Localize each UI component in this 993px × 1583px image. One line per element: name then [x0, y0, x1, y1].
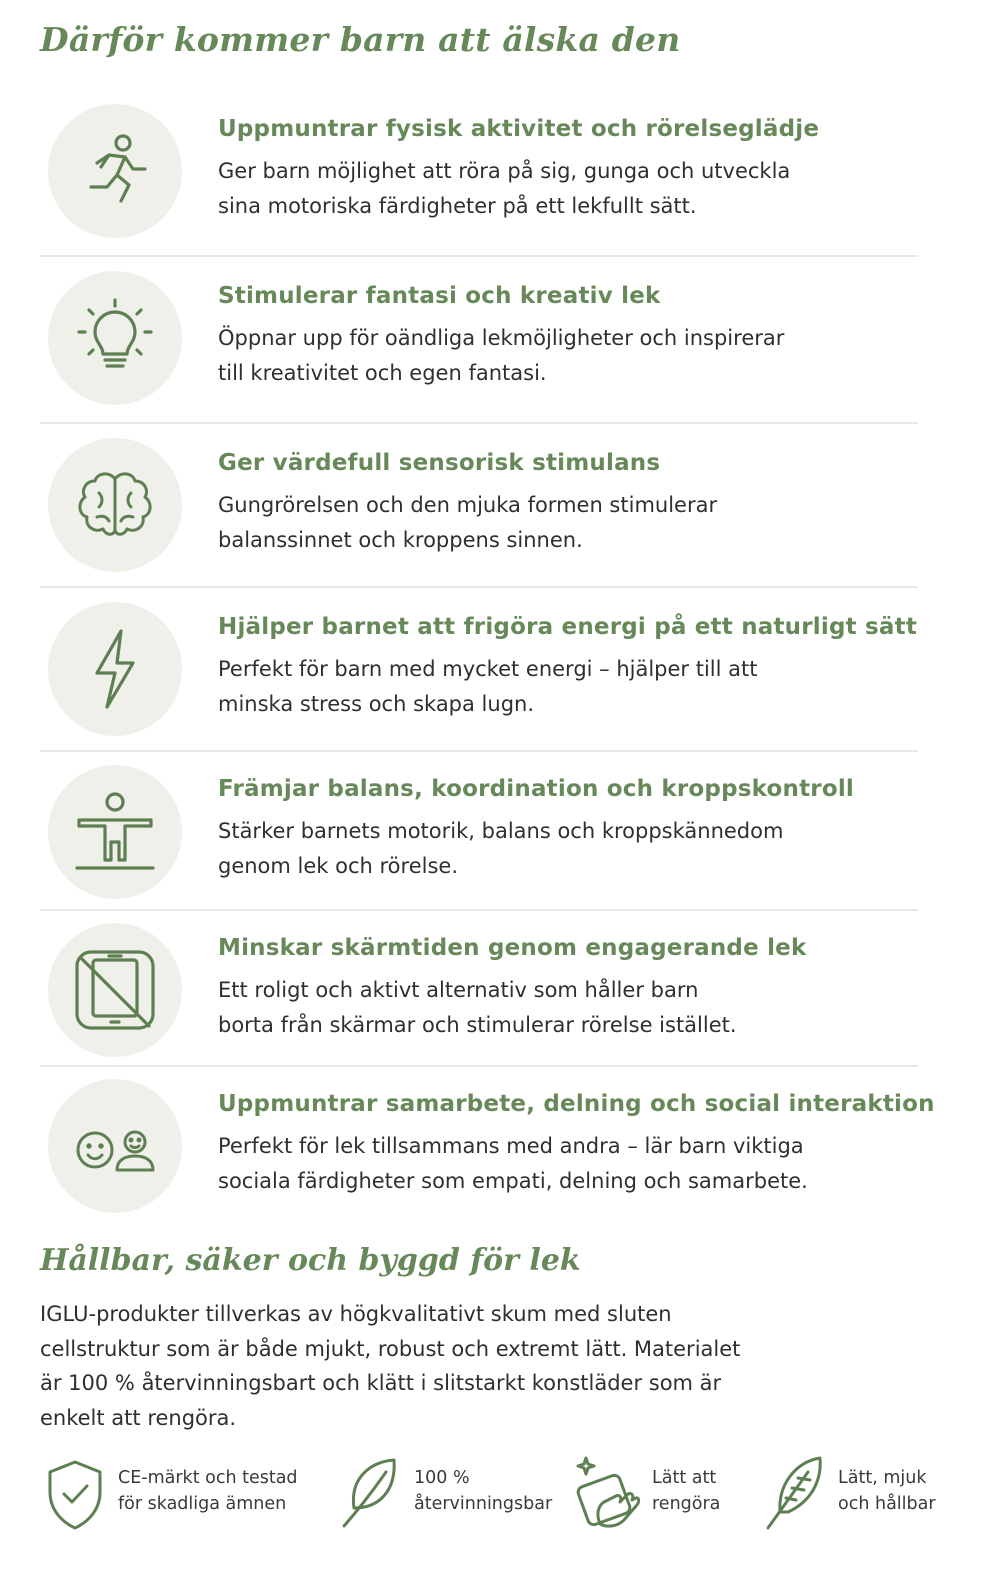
feature-text: [218, 614, 918, 722]
feature-text: [218, 776, 918, 884]
feature-description: Öppnar upp för oändliga lekmöjligheter och inspirerar till kreativitet och egen fantasi.: [218, 326, 785, 385]
feature-title: Ger värdefull sensorisk stimulans: [218, 450, 661, 476]
shield-check-icon: [42, 1450, 108, 1532]
feature-title: Minskar skärmtiden genom engagerande lek: [218, 935, 807, 961]
feather-icon: [762, 1450, 828, 1532]
feature-description: Stärker barnets motorik, balans och kroppskännedom genom lek och rörelse.: [218, 819, 784, 878]
feature-icon-circle: [48, 602, 182, 736]
cleaning-hand-icon: [576, 1450, 642, 1532]
badge-ce-tested: [42, 1450, 298, 1532]
feature-title: Uppmuntrar samarbete, delning och social interaktion: [218, 1091, 935, 1117]
feature-text: [218, 283, 918, 391]
badge-row: [0, 1450, 993, 1560]
feature-icon-circle: [48, 1079, 182, 1213]
badge-label: Lätt att rengöra: [652, 1468, 721, 1514]
feature-title: Hjälper barnet att frigöra energi på ett naturligt sätt: [218, 614, 918, 640]
feature-icon-circle: [48, 271, 182, 405]
brain-icon: [69, 459, 161, 551]
badge-light-soft: [762, 1450, 936, 1532]
feature-item: [40, 588, 918, 752]
badge-easy-clean: [576, 1450, 720, 1532]
feature-item: [40, 257, 918, 424]
badge-label: Lätt, mjuk och hållbar: [838, 1468, 936, 1514]
no-screen-icon: [69, 944, 161, 1036]
feature-item: [40, 424, 918, 588]
feature-text: [218, 116, 918, 224]
feature-description: Gungrörelsen och den mjuka formen stimulerar balanssinnet och kroppens sinnen.: [218, 493, 718, 552]
section-body: IGLU-produkter tillverkas av högkvalitativt skum med sluten cellstruktur som är både mjukt, robust och extremt lätt. Materialet är 100 % återvinningsbart och klätt i slitstarkt konstläder som är enkelt att rengöra.: [40, 1302, 741, 1430]
feature-text: [218, 450, 918, 558]
page-title: Därför kommer barn att älska den: [40, 20, 681, 59]
feature-icon-circle: [48, 104, 182, 238]
lightning-icon: [69, 623, 161, 715]
feature-text: [218, 1091, 935, 1199]
feature-list: [40, 100, 935, 1217]
leaf-icon: [338, 1450, 404, 1532]
feature-item: [40, 1067, 935, 1217]
feature-icon-circle: [48, 923, 182, 1057]
badge-recyclable: [338, 1450, 552, 1532]
balance-person-icon: [69, 786, 161, 878]
badge-label: 100 % återvinningsbar: [414, 1468, 553, 1514]
running-person-icon: [69, 125, 161, 217]
section-title: Hållbar, säker och byggd för lek: [40, 1243, 581, 1278]
people-smiling-icon: [69, 1100, 161, 1192]
feature-title: Stimulerar fantasi och kreativ lek: [218, 283, 661, 309]
badge-label: CE-märkt och testad för skadliga ämnen: [118, 1468, 298, 1514]
feature-description: Perfekt för lek tillsammans med andra – lär barn viktiga sociala färdigheter som empati, delning och samarbete.: [218, 1134, 808, 1193]
feature-description: Perfekt för barn med mycket energi – hjälper till att minska stress och skapa lugn.: [218, 657, 758, 716]
feature-item: [40, 100, 918, 257]
feature-icon-circle: [48, 438, 182, 572]
feature-item: [40, 752, 918, 911]
feature-item: [40, 911, 918, 1067]
feature-text: [218, 935, 918, 1043]
feature-title: Främjar balans, koordination och kroppskontroll: [218, 776, 854, 802]
feature-title: Uppmuntrar fysisk aktivitet och rörelseglädje: [218, 116, 820, 142]
feature-description: Ett roligt och aktivt alternativ som håller barn borta från skärmar och stimulerar rörelse istället.: [218, 978, 737, 1037]
lightbulb-icon: [69, 292, 161, 384]
feature-icon-circle: [48, 765, 182, 899]
feature-description: Ger barn möjlighet att röra på sig, gunga och utveckla sina motoriska färdigheter på ett lekfullt sätt.: [218, 159, 791, 218]
